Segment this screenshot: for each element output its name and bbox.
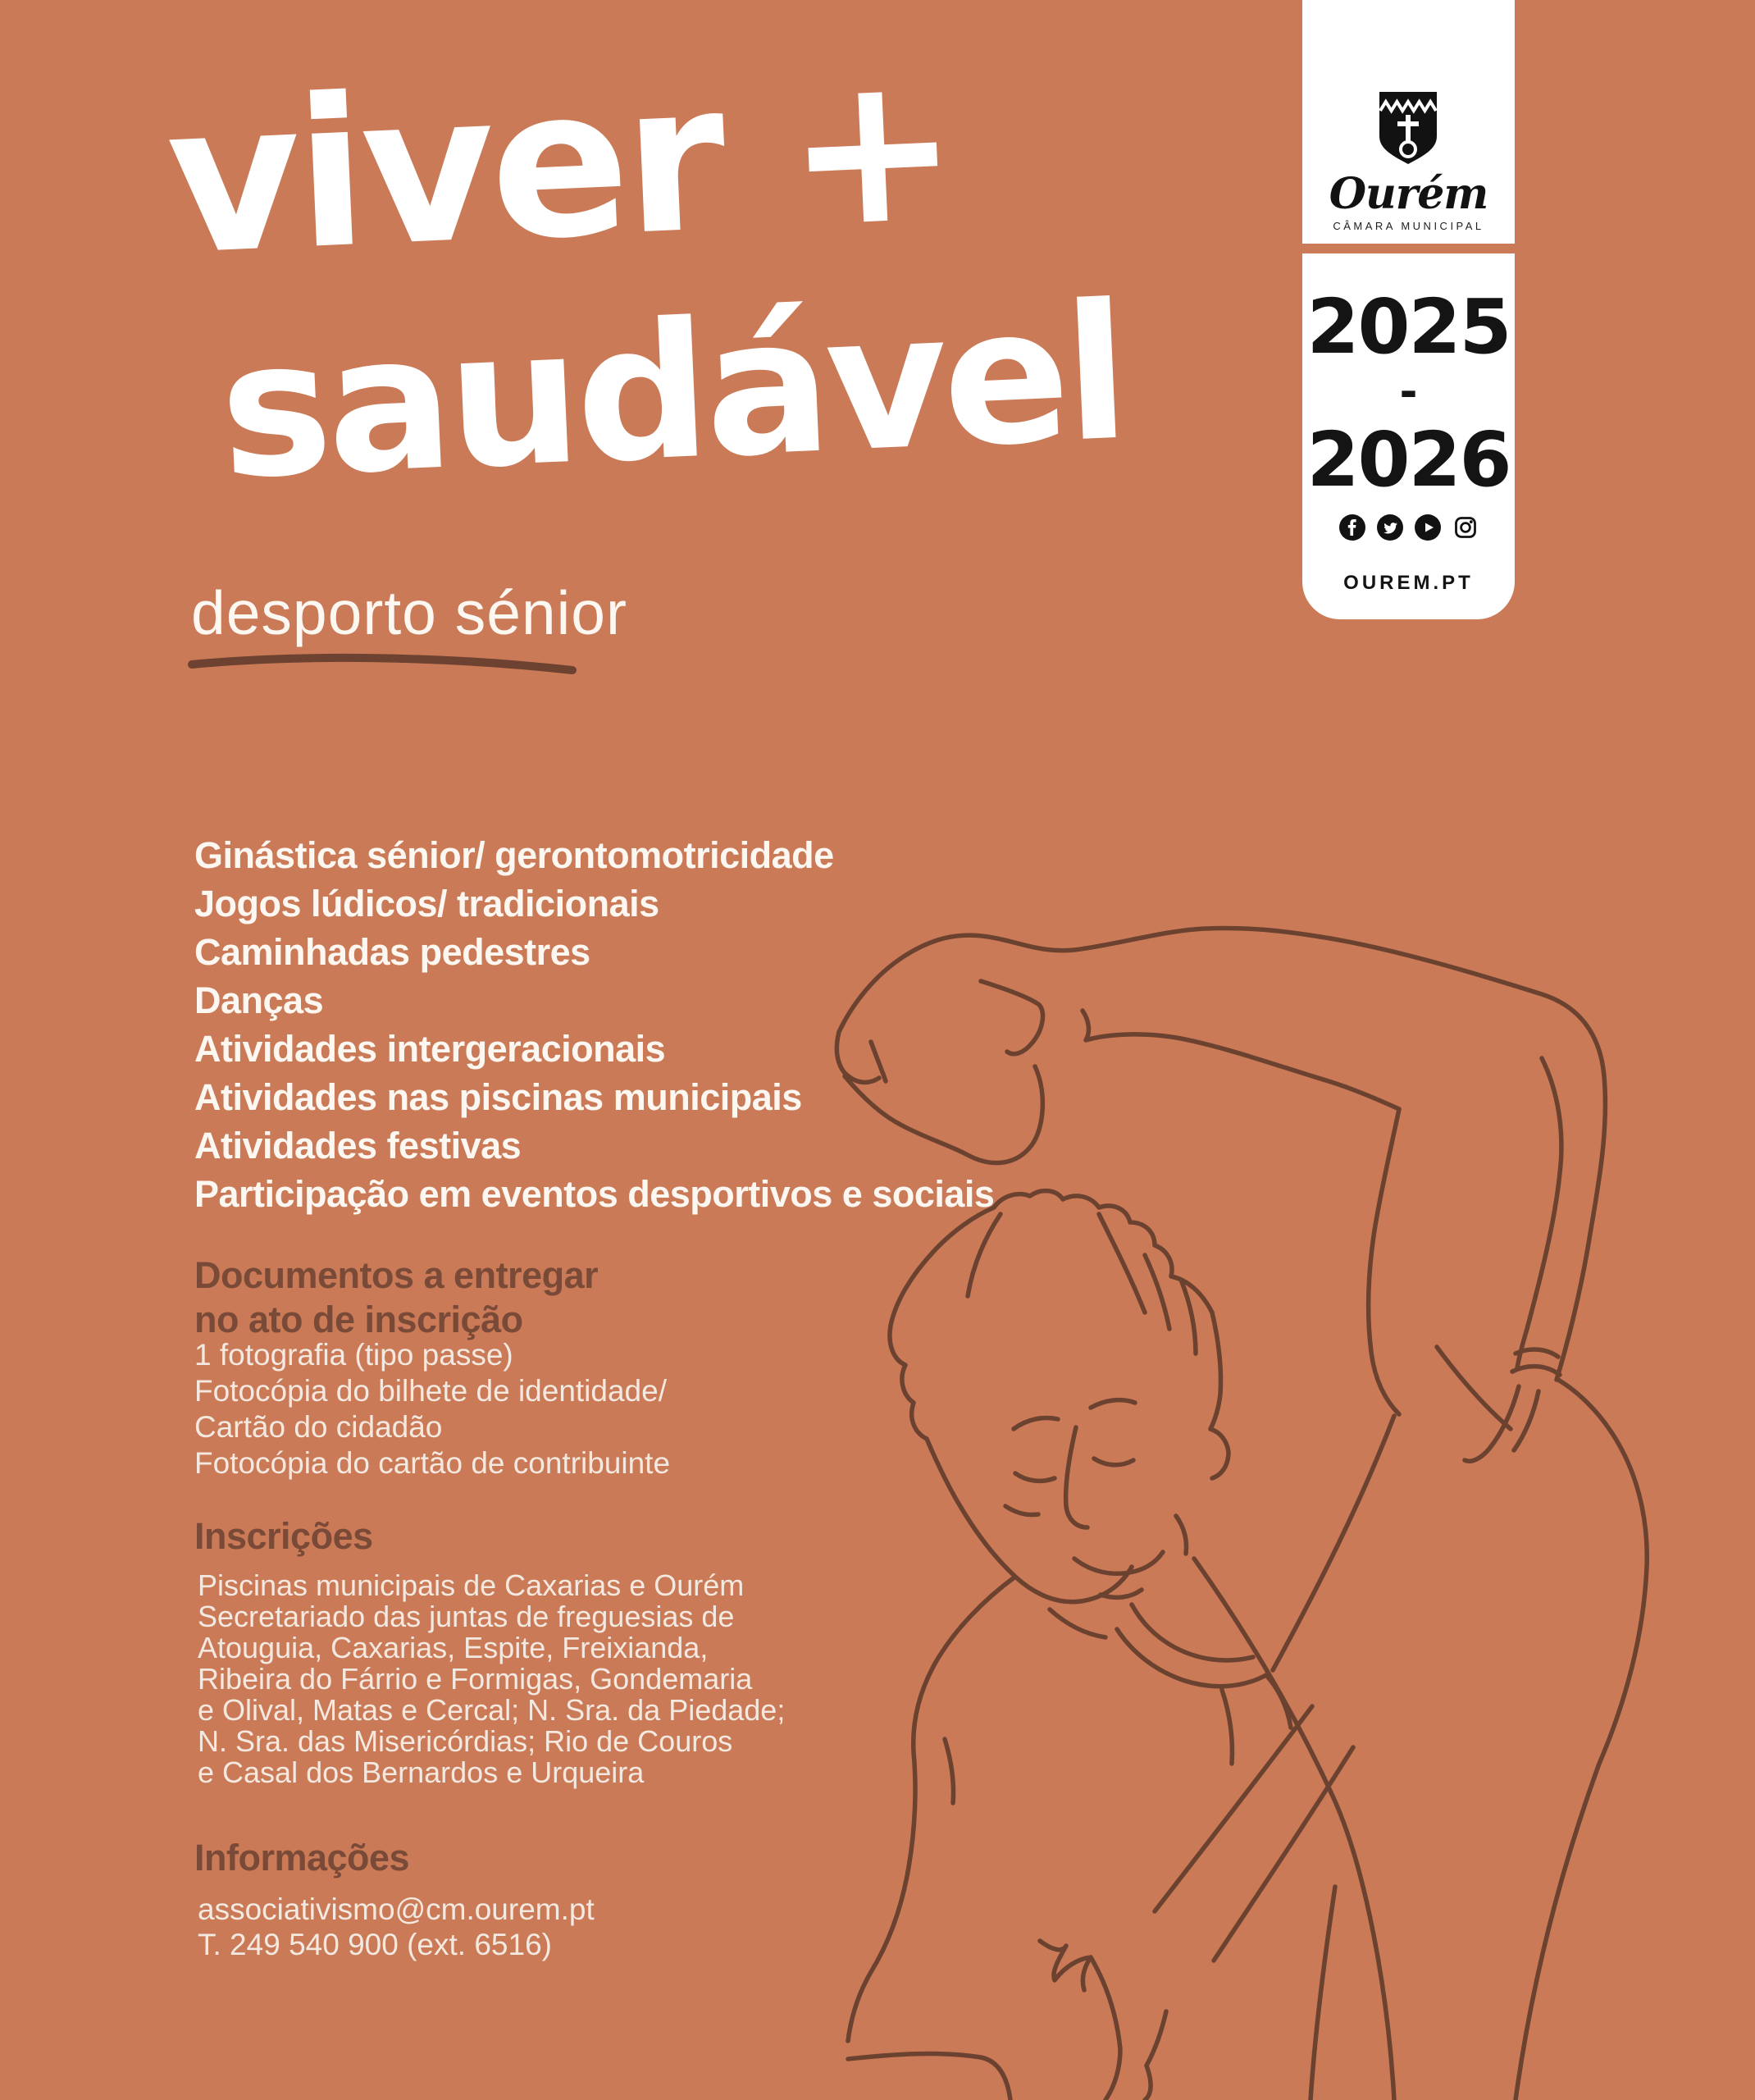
ourem-crest-icon bbox=[1378, 90, 1438, 166]
document-item: Fotocópia do cartão de contribuinte bbox=[194, 1446, 671, 1480]
document-item: 1 fotografia (tipo passe) bbox=[194, 1338, 513, 1372]
inscription-line: Secretariado das juntas de freguesias de bbox=[198, 1600, 735, 1633]
twitter-icon bbox=[1377, 514, 1403, 541]
activity-item: Danças bbox=[194, 979, 324, 1021]
season-separator: - bbox=[1399, 360, 1418, 419]
activity-item: Participação em eventos desportivos e sociais bbox=[194, 1173, 995, 1215]
season-panel bbox=[1302, 253, 1515, 619]
documents-heading-line-1: Documentos a entregar bbox=[194, 1254, 599, 1296]
inscription-line: N. Sra. das Misericórdias; Rio de Couros bbox=[198, 1724, 733, 1758]
activity-item: Ginástica sénior/ gerontomotricidade bbox=[194, 834, 834, 876]
information-list bbox=[198, 1892, 595, 1962]
section-information-heading: Informações bbox=[194, 1837, 410, 1879]
section-documents-heading bbox=[194, 1253, 598, 1342]
inscription-line: e Casal dos Bernardos e Urqueira bbox=[198, 1755, 645, 1789]
document-item: Fotocópia do bilhete de identidade/ bbox=[194, 1374, 667, 1408]
ourem-logotype: Ourém bbox=[1329, 169, 1488, 219]
ourem-logo-subtitle: CÂMARA MUNICIPAL bbox=[1333, 220, 1484, 232]
social-icons-row bbox=[1302, 514, 1515, 541]
documents-heading-line-2: no ato de inscrição bbox=[194, 1299, 523, 1340]
season-year-end: 2026 bbox=[1306, 416, 1511, 504]
section-inscriptions-heading: Inscrições bbox=[194, 1515, 373, 1557]
title-line-2: saudável bbox=[216, 262, 1128, 521]
activity-item: Caminhadas pedestres bbox=[194, 931, 590, 973]
activity-item: Atividades nas piscinas municipais bbox=[194, 1076, 802, 1118]
instagram-icon bbox=[1452, 514, 1479, 541]
website-label: OUREM.PT bbox=[1343, 572, 1474, 594]
title-line-1: viver + bbox=[162, 27, 959, 301]
activity-item: Atividades intergeracionais bbox=[194, 1028, 666, 1070]
activity-item: Atividades festivas bbox=[194, 1125, 522, 1166]
inscription-line: Piscinas municipais de Caxarias e Ourém bbox=[198, 1568, 745, 1602]
info-phone: T. 249 540 900 (ext. 6516) bbox=[198, 1928, 552, 1961]
inscription-line: Atouguia, Caxarias, Espite, Freixianda, bbox=[198, 1631, 709, 1664]
facebook-icon bbox=[1339, 514, 1365, 541]
info-email: associativismo@cm.ourem.pt bbox=[198, 1892, 595, 1926]
municipality-logo-panel bbox=[1302, 0, 1515, 244]
activity-item: Jogos lúdicos/ tradicionais bbox=[194, 883, 659, 924]
youtube-icon bbox=[1415, 514, 1441, 541]
activities-list bbox=[194, 831, 994, 1218]
inscription-line: e Olival, Matas e Cercal; N. Sra. da Piedade; bbox=[198, 1693, 786, 1727]
season-year-start: 2025 bbox=[1306, 283, 1511, 371]
inscription-line: Ribeira do Fárrio e Formigas, Gondemaria bbox=[198, 1662, 753, 1696]
subtitle: desporto sénior bbox=[191, 578, 627, 647]
inscriptions-list bbox=[198, 1570, 785, 1788]
document-item: Cartão do cidadão bbox=[194, 1410, 443, 1444]
documents-list bbox=[194, 1337, 670, 1481]
